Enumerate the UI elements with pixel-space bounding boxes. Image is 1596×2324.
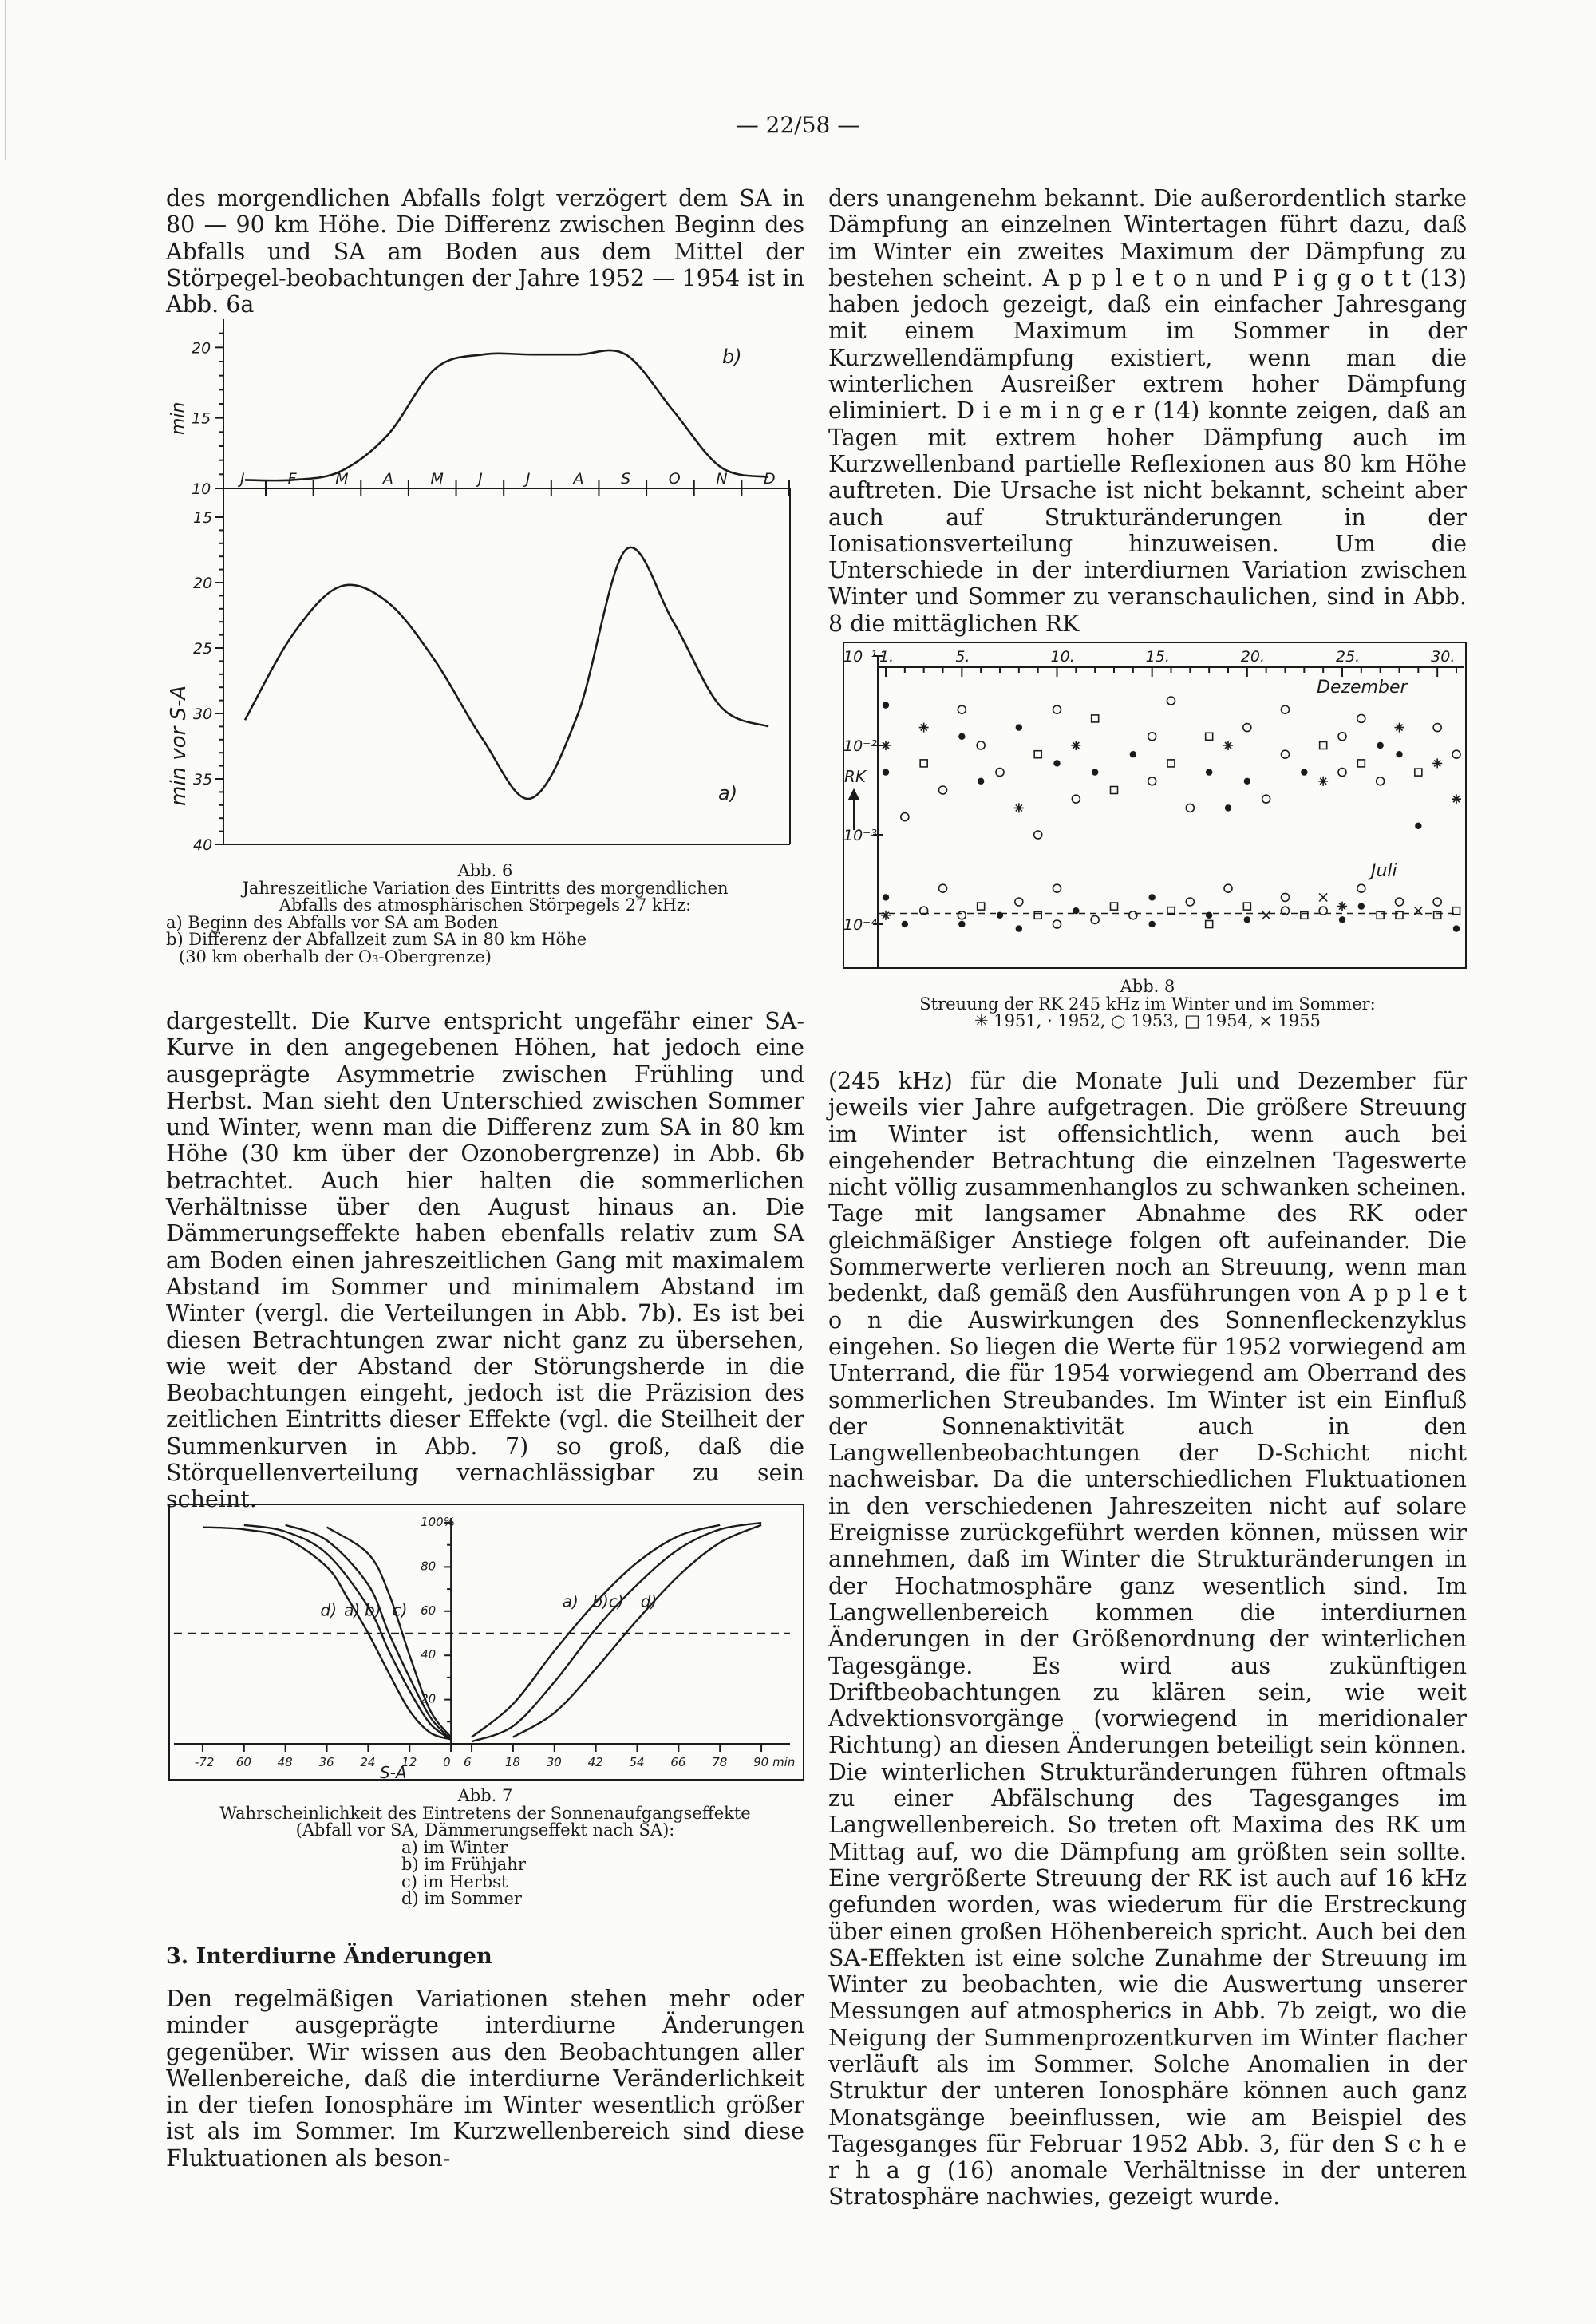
fig8-point-1953 <box>1129 911 1137 919</box>
fig8-point-1953 <box>1148 733 1156 741</box>
fig8-point-1952 <box>959 922 965 927</box>
fig7-xtick-label: 18 <box>504 1755 520 1769</box>
fig7-xtick-label: 60 <box>235 1755 251 1769</box>
fig8-point-1954 <box>978 903 985 910</box>
fig8-point-1954 <box>1092 715 1099 722</box>
fig7-curve <box>244 1525 451 1740</box>
fig8-point-1953 <box>1433 898 1441 906</box>
fig7-xtick-label: 54 <box>629 1755 645 1769</box>
fig6-month-label: A <box>573 470 584 488</box>
fig8-point-1951 <box>1318 777 1328 786</box>
left-para-1: des morgendlichen Abfalls folgt verzögert dem SA in 80 — 90 km Höhe. Die Differenz zwischen Beginn des Abfalls und SA am Boden aus dem Mittel der Störpegel-beobachtungen der Jahre 1952 — 1954 ist in Abb. 6a <box>166 185 804 318</box>
fig8-label-winter: Dezember <box>1317 678 1408 698</box>
fig8-point-1953 <box>1072 795 1080 803</box>
fig8-point-1953 <box>996 769 1004 777</box>
fig8-point-1954 <box>1377 911 1384 919</box>
fig6-axes-ticks <box>215 334 789 844</box>
fig8-point-1953 <box>1282 893 1290 901</box>
fig6-ytick-label-a: 15 <box>193 509 213 527</box>
fig8-point-1952 <box>1130 752 1136 757</box>
fig8-point-1952 <box>1149 895 1155 900</box>
fig6-ytick-label-a: 40 <box>193 836 213 854</box>
fig7-xtick-label: 66 <box>670 1755 686 1769</box>
fig7-ytick-label: 100% <box>421 1515 455 1529</box>
fig8-point-1952 <box>1073 908 1079 914</box>
fig8-point-1953 <box>939 786 947 794</box>
fig8-point-1953 <box>1282 706 1290 713</box>
fig8-point-1954 <box>1243 903 1250 910</box>
fig8-point-1953 <box>1282 750 1290 758</box>
fig7-curve-label-left: b) <box>365 1600 381 1620</box>
fig7-xtick-label: 48 <box>277 1755 293 1769</box>
fig8-point-1951 <box>919 723 929 733</box>
left-para-2: dargestellt. Die Kurve entspricht ungefähr einer SA-Kurve in den angegebenen Höhen, hat jedoch eine ausgeprägte Asymmetrie zwischen Frühling und Herbst. Man sieht den Unterschied zwischen Sommer und Winter, wenn man die Differenz zum SA in 80 km Höhe (30 km über der Ozonobergrenze) in Abb. 6b betrachtet. Auch hier halten die sommerlichen Verhältnisse über den August hinaus an. Die Dämmerungseffekte haben ebenfalls relativ zum SA am Boden einen jahreszeitlichen Gang mit maximalem Abstand im Sommer und minimalem Abstand im Winter (vergl. die Verteilungen in Abb. 7b). Es ist bei diesen Betrachtungen zwar nicht ganz zu übersehen, wie weit der Abstand der Störungsherde in die Beobachtungen eingeht, jedoch ist die Präzision des zeitlichen Eintritts dieser Effekte (vgl. die Steilheit der Summenkurven in Abb. 7) so groß, daß die Störquellenverteilung vernachlässigbar zu sein scheint. <box>166 1008 804 1513</box>
fig8-point-1952 <box>978 778 984 784</box>
fig8-point-1953 <box>1433 724 1441 732</box>
fig7-xtick-label: 30 <box>546 1755 562 1769</box>
fig8-point-1951 <box>1337 902 1347 911</box>
fig7-curve-label-left: a) <box>344 1600 361 1620</box>
fig8-point-1951 <box>1395 723 1404 733</box>
fig6-curve-b <box>245 350 768 480</box>
fig8-label-summer: Juli <box>1371 861 1397 881</box>
fig6-ytick-label-a: 30 <box>193 706 213 723</box>
fig8-point-1954 <box>1320 742 1327 749</box>
fig8-point-1951 <box>881 911 891 920</box>
fig8-point-1954 <box>1396 911 1403 919</box>
fig7-curve-label-right: b)c) <box>592 1591 624 1611</box>
fig7-ytick-label: 80 <box>421 1559 437 1574</box>
fig8-point-1951 <box>1452 794 1461 804</box>
fig8-point-1953 <box>1091 915 1099 923</box>
fig6-ytick-label-a: 35 <box>193 771 213 788</box>
fig8-point-1952 <box>1377 743 1383 749</box>
fig8-point-1952 <box>1340 917 1345 923</box>
fig8-point-1953 <box>1396 898 1404 906</box>
fig6-month-label: F <box>287 470 297 488</box>
fig8-xtick-label: 10. <box>1050 648 1075 666</box>
fig8-point-1953 <box>1338 733 1346 741</box>
fig8-point-1953 <box>1053 920 1061 928</box>
fig8-point-1953 <box>1015 898 1023 906</box>
fig8-point-1952 <box>1016 926 1021 931</box>
fig8-point-1953 <box>1262 795 1270 803</box>
fig7-xtick-label: 90 <box>753 1755 769 1769</box>
fig8-point-1953 <box>958 911 966 919</box>
fig8-point-1955 <box>1319 893 1327 901</box>
fig6-ytick-label-a: 20 <box>193 575 213 592</box>
fig8-point-1952 <box>1454 926 1460 931</box>
fig8-point-1952 <box>883 702 889 708</box>
fig7-xtick-label: -72 <box>194 1755 215 1769</box>
fig6-month-label: O <box>668 470 681 488</box>
fig8-point-1953 <box>1186 804 1194 812</box>
fig7-curve <box>472 1523 761 1741</box>
fig8-point-1953 <box>977 741 985 749</box>
fig6-month-label: S <box>621 470 631 488</box>
fig7-xlabel: S-A <box>380 1763 407 1782</box>
fig8-point-1952 <box>883 895 889 900</box>
fig8-point-1952 <box>1358 903 1364 909</box>
fig7-xtick-label: 6 <box>464 1755 472 1769</box>
fig8-xtick-label: 20. <box>1240 648 1266 666</box>
fig7-axes <box>174 1518 790 1752</box>
fig8-point-1951 <box>881 741 891 750</box>
fig8-point-1952 <box>1016 725 1021 730</box>
figure-6 <box>160 315 814 854</box>
fig8-point-1953 <box>1053 706 1061 713</box>
fig7-xtick-label: 36 <box>318 1755 334 1769</box>
fig8-point-1952 <box>1416 823 1421 828</box>
fig7-xtick-label: 12 <box>401 1755 417 1769</box>
fig8-point-1953 <box>958 706 966 713</box>
fig8-points <box>881 697 1461 931</box>
fig8-ytick-label: 10⁻⁴ <box>843 916 877 934</box>
right-para-1: ders unangenehm bekannt. Die außerordentlich starke Dämpfung an einzelnen Wintertagen führt dazu, daß im Winter ein zweites Maximum der Dämpfung zu bestehen scheint. A p p l e t o n und P i g g o t t (13) haben jedoch gezeigt, daß ein einfacher Jahresgang mit einem Maximum im Sommer in der Kurzwellendämpfung existiert, wenn man die winterlichen Ausreißer extrem hoher Dämpfung eliminiert. D i e m i n g e r (14) konnte zeigen, daß an Tagen mit extrem hoher Dämpfung auch im Kurzwellenband partielle Reflexionen aus 80 km Höhe auftreten. Die Ursache ist nicht bekannt, scheint aber auch auf Strukturänderungen in der Ionisationsverteilung hinzuweisen. Um die Unterschiede in der interdiurnen Variation zwischen Winter und Sommer zu veranschaulichen, sind in Abb. 8 die mittäglichen RK <box>828 185 1467 637</box>
fig8-ylabel: RK <box>844 767 867 786</box>
fig6-month-label: J <box>240 470 245 488</box>
fig7-curve <box>472 1525 720 1737</box>
fig6-month-label: M <box>335 470 349 488</box>
fig7-curve-label-right: a) <box>562 1591 579 1611</box>
fig7-ytick-label: 20 <box>421 1691 437 1706</box>
fig6-ytick-label-a: 25 <box>193 640 213 658</box>
fig8-ytick-label: 10⁻³ <box>843 827 877 844</box>
fig8-point-1951 <box>1432 758 1442 768</box>
fig7-ytick-label: 60 <box>421 1603 437 1618</box>
fig8-ytick-label: 10⁻¹ <box>843 648 877 666</box>
fig8-point-1954 <box>1357 760 1365 767</box>
figure-7 <box>160 1499 814 1786</box>
fig8-point-1954 <box>1167 760 1175 767</box>
fig6-label-b: b) <box>722 346 742 368</box>
fig8-point-1953 <box>1167 697 1175 705</box>
fig8-point-1953 <box>1148 777 1156 785</box>
fig8-point-1953 <box>1357 714 1365 722</box>
fig8-point-1953 <box>1243 724 1251 732</box>
fig8-point-1954 <box>1301 911 1308 919</box>
fig8-point-1954 <box>1111 903 1118 910</box>
fig8-point-1952 <box>959 733 965 739</box>
fig8-point-1952 <box>1054 761 1060 766</box>
fig8-point-1952 <box>1207 769 1212 775</box>
fig6-ytick-label-b: 15 <box>192 409 211 428</box>
fig8-point-1952 <box>1092 769 1098 775</box>
fig8-point-1954 <box>1206 733 1213 740</box>
left-para-3: Den regelmäßigen Variationen stehen mehr oder minder ausgeprägte interdiurne Änderungen gegenüber. Wir wissen aus den Beobachtungen aller Wellenbereiche, daß die interdiurne Veränderlichkeit in der tiefen Ionosphäre im Winter wesentlich größer ist als im Sommer. Im Kurzwellenbereich sind diese Fluktuationen als beson- <box>166 1986 804 2172</box>
fig8-point-1952 <box>1396 752 1402 757</box>
fig8-point-1954 <box>1111 787 1118 794</box>
fig8-xtick-label: 1. <box>879 648 895 666</box>
fig8-caption: Abb. 8 Streuung der RK 245 kHz im Winter und im Sommer: ✳ 1951, · 1952, ○ 1953, □ 1954, × 1955 <box>919 977 1376 1030</box>
fig7-xtick-label: 78 <box>712 1755 728 1769</box>
fig6-label-a: a) <box>718 782 738 804</box>
fig6-curve-a <box>245 547 768 799</box>
fig7-curves <box>203 1523 761 1741</box>
fig7-curve-label-left: d) <box>320 1600 338 1620</box>
fig8-xtick-label: 30. <box>1431 648 1456 666</box>
fig8-point-1951 <box>1014 803 1024 812</box>
fig6-ytick-label-b: 20 <box>192 339 211 358</box>
fig8-point-1953 <box>1034 831 1042 839</box>
fig8-point-1953 <box>1377 777 1385 785</box>
fig8-ytick-label: 10⁻² <box>843 737 877 755</box>
fig8-point-1953 <box>1357 884 1365 892</box>
fig8-point-1954 <box>1206 921 1213 928</box>
fig6-labels <box>192 339 776 854</box>
fig8-point-1952 <box>902 922 907 927</box>
fig8-point-1952 <box>1244 917 1250 923</box>
fig8-point-1952 <box>998 912 1003 918</box>
fig8-point-1953 <box>1338 769 1346 777</box>
fig6-frame <box>223 319 790 844</box>
section-heading: 3. Interdiurne Änderungen <box>166 1944 492 1969</box>
fig8-xtick-label: 15. <box>1145 648 1170 666</box>
fig8-point-1954 <box>1415 769 1422 776</box>
fig6-month-label: A <box>382 470 393 488</box>
fig7-curve-label-left: c) <box>392 1600 408 1620</box>
fig6-month-label: J <box>478 470 483 488</box>
fig7-curve-label-right: d) <box>640 1591 658 1611</box>
fig8-point-1953 <box>1224 884 1232 892</box>
fig8-xtick-label: 25. <box>1336 648 1361 666</box>
fig8-point-1952 <box>883 769 889 775</box>
fig7-ytick-label: 40 <box>421 1647 437 1662</box>
fig8-point-1954 <box>920 760 927 767</box>
fig7-curve <box>513 1525 761 1737</box>
fig6-ytick-label-b: 10 <box>192 480 211 498</box>
fig8-xtick-label: 5. <box>955 648 970 666</box>
fig7-caption: Abb. 7 Wahrscheinlichkeit des Eintretens der Sonnenaufgangseffekte (Abfall vor SA, Dämmerungseffekt nach SA): a) im Winter b) im Frühjahr c) im Herbst d) im Sommer <box>219 1786 751 1908</box>
fig8-point-1951 <box>1071 741 1080 750</box>
fig8-point-1954 <box>1034 751 1041 758</box>
fig8-point-1952 <box>1302 769 1307 775</box>
figure-8 <box>826 634 1480 978</box>
right-para-2: (245 kHz) für die Monate Juli und Dezember für jeweils vier Jahre aufgetragen. Die größere Streuung im Winter ist offensichtlich, wenn auch bei eingehender Betrachtung die einzelnen Tageswerte nicht völlig zusammenhanglos zu schwanken scheinen. Tage mit langsamer Abnahme des RK oder gleichmäßiger Anstiege folgen oft aufeinander. Die Sommerwerte verlieren noch an Streuung, wenn man bedenkt, daß gemäß den Ausführungen von A p p l e t o n die Auswirkungen des Sonnenfleckenzyklus eingehen. So liegen die Werte für 1952 vorwiegend am Unterrand, die für 1954 vorwiegend am Oberrand des sommerlichen Streubandes. Im Winter ist ein Einfluß der Sonnenaktivität auch in den Langwellenbeobachtungen der D-Schicht nicht nachweisbar. Da die unterschiedlichen Fluktuationen in den verschiedenen Jahreszeiten nicht auf solare Ereignisse zurückgeführt werden können, müssen wir annehmen, daß im Winter die Strukturänderungen in der Hochatmosphäre ganz wesentlich sind. Im Langwellenbereich kommen die interdiurnen Änderungen in der Größenordnung der winterlichen Tagesgänge. Es wird aus zukünftigen Driftbeobachtungen zu klären sein, wie weit Advektionsvorgänge (vorwiegend in meridionaler Richtung) an diesen Änderungen beteiligt sein können. Die winterlichen Strukturänderungen führen oftmals zu einer Abfälschung des Tagesganges im Langwellenbereich. So treten oft Maxima des RK um Mittag auf, wo die Dämpfung am größten sein sollte. Eine vergrößerte Streuung der RK ist auch auf 16 kHz gefunden worden, was wiederum für die Erstreckung über einen großen Höhenbereich spricht. Auch bei den SA-Effekten ist eine solche Zunahme der Streuung im Winter zu beobachten, wie die Auswertung unserer Messungen auf atmospherics in Abb. 7b zeigt, wo die Neigung der Summenprozentkurven im Winter flacher verläuft als im Sommer. Solche Anomalien in der Struktur der unteren Ionosphäre können auch ganz Monatsgänge beeinflussen, wie am Beispiel des Tagesganges für Februar 1952 Abb. 3, für den S c h e r h a g (16) anomale Verhältnisse in der unteren Stratosphäre nachwies, gezeigt wurde. <box>828 1068 1467 2211</box>
fig8-point-1953 <box>901 813 909 821</box>
fig6-month-label: M <box>430 470 444 488</box>
fig8-point-1952 <box>1226 805 1231 811</box>
page-number: — 22/58 — <box>736 112 860 138</box>
fig6-month-label: J <box>525 470 531 488</box>
fig8-point-1953 <box>1186 898 1194 906</box>
fig7-xtick-label: 24 <box>360 1755 376 1769</box>
fig6-caption: Abb. 6 Jahreszeitliche Variation des Eintritts des morgendlichen Abfalls des atmosphärischen Störpegels 27 kHz: a) Beginn des Abfalls vor SA am Boden b) Differenz der Abfallzeit zum SA in 80 km Höhe (30 km oberhalb der O₃-Obergrenze) <box>166 861 729 966</box>
fig7-xunit: min <box>772 1755 796 1769</box>
fig8-point-1953 <box>1319 907 1327 915</box>
fig8-point-1953 <box>939 884 947 892</box>
fig8-point-1952 <box>1207 912 1212 918</box>
fig8-point-1952 <box>1149 922 1155 927</box>
fig8-point-1954 <box>1434 911 1441 919</box>
fig6-month-label: D <box>764 470 776 488</box>
fig8-point-1953 <box>1452 750 1460 758</box>
fig7-xtick-label: 0 <box>443 1755 451 1769</box>
fig6-ylabel-b: min <box>168 401 188 435</box>
fig8-point-1951 <box>1223 741 1233 750</box>
fig7-xtick-label: 42 <box>587 1755 603 1769</box>
fig8-point-1955 <box>1262 911 1270 919</box>
fig8-point-1952 <box>1244 778 1250 784</box>
fig8-point-1954 <box>1034 911 1041 919</box>
fig8-point-1953 <box>1053 884 1061 892</box>
fig8-arrow <box>849 790 859 830</box>
fig6-month-label: N <box>716 470 728 488</box>
fig6-ylabel-a: min vor S-A <box>167 685 191 806</box>
